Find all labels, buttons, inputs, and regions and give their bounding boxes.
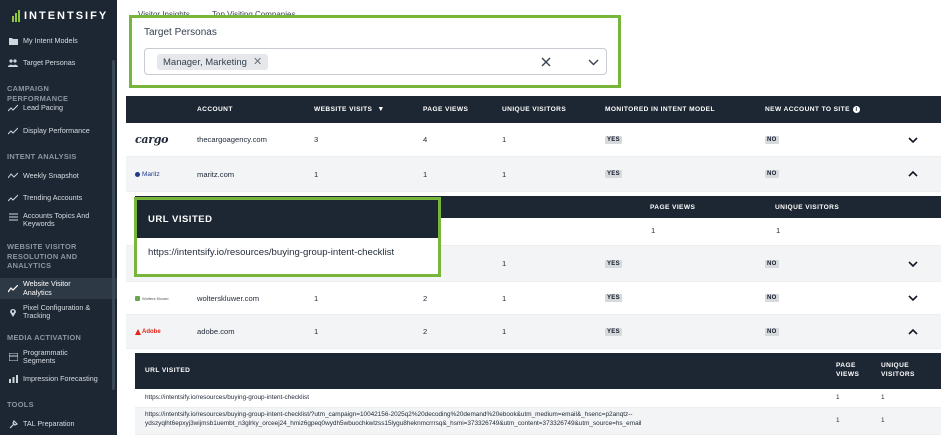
section-tools: TOOLS bbox=[7, 400, 34, 409]
logo-text: Wolters Kluwer bbox=[142, 295, 169, 301]
subheader-page-views bbox=[836, 362, 859, 380]
url-row[interactable] bbox=[135, 408, 941, 435]
sidebar bbox=[0, 0, 117, 435]
yes-badge: YES bbox=[607, 295, 620, 301]
url-unique-visitors: 1 bbox=[881, 417, 885, 424]
sub-unique-visitors: 1 bbox=[776, 225, 781, 235]
sort-desc-icon: ▼ bbox=[377, 106, 385, 113]
sidebar-item-label: Display Performance bbox=[23, 125, 90, 135]
subheader-line: PAGE bbox=[836, 362, 856, 369]
logo-text: Maritz bbox=[142, 170, 160, 178]
sidebar-item-label: Weekly Snapshot bbox=[23, 170, 79, 180]
subheader-line: UNIQUE bbox=[881, 362, 910, 369]
sidebar-item-impression-forecasting[interactable] bbox=[0, 372, 117, 386]
url-line: ydszyqlht6epxyj3wijmsb1uembt_n3glrky_orceej24_hmiz6gpeq0wydh5wbuochkwlzss15lygu8heknmcrrrsq&_hsmi=373326749&utm_content=373326749&utm_source=hs_email bbox=[145, 419, 642, 427]
sidebar-item-accounts-topics-keywords[interactable] bbox=[0, 210, 117, 232]
yes-badge: YES bbox=[607, 260, 620, 267]
sidebar-item-label: Website Visitor Analytics bbox=[23, 279, 71, 297]
sidebar-item-label: My Intent Models bbox=[23, 35, 78, 45]
sidebar-item-tal-preparation[interactable] bbox=[0, 417, 117, 431]
subheader-unique-visitors bbox=[881, 362, 915, 380]
account-domain: thecargoagency.com bbox=[197, 135, 267, 144]
info-icon[interactable]: I bbox=[853, 106, 860, 113]
sidebar-item-label: Trending Accounts bbox=[23, 192, 83, 202]
account-domain: maritz.com bbox=[197, 169, 235, 179]
unique-visitors: 1 bbox=[502, 135, 507, 144]
no-badge: NO bbox=[767, 171, 777, 177]
header-monitored[interactable]: MONITORED IN INTENT MODEL bbox=[605, 106, 715, 113]
brand-name: INTENTSIFY bbox=[24, 10, 109, 22]
company-logo bbox=[135, 123, 168, 156]
chevron-down-icon bbox=[907, 258, 919, 270]
target-personas-filter bbox=[129, 15, 621, 88]
clear-selection-button[interactable] bbox=[538, 54, 554, 70]
website-visits: 1 bbox=[314, 169, 319, 179]
subheader-line: VIEWS bbox=[836, 370, 860, 378]
section-website-visitor: WEBSITE VISITOR RESOLUTION AND ANALYTICS bbox=[7, 242, 78, 271]
table-header bbox=[126, 96, 941, 123]
header-page-views[interactable]: PAGE VIEWS bbox=[423, 106, 469, 113]
section-campaign-performance: CAMPAIGN PERFORMANCE bbox=[7, 84, 69, 103]
no-badge: NO bbox=[767, 136, 777, 143]
new-account-badge bbox=[765, 315, 779, 348]
sidebar-item-label: Accounts Topics And Keywords bbox=[23, 211, 90, 229]
chevron-down-icon bbox=[588, 59, 599, 66]
new-account-badge bbox=[765, 246, 779, 281]
subheader-page-views: PAGE VIEWS bbox=[650, 204, 696, 211]
header-label: WEBSITE VISITS bbox=[314, 106, 373, 113]
sidebar-item-display-performance[interactable] bbox=[0, 124, 117, 138]
logo-text: cargo bbox=[135, 133, 169, 146]
website-visits: 1 bbox=[314, 327, 319, 336]
sub-page-views: 1 bbox=[651, 225, 656, 235]
header-label: NEW ACCOUNT TO SITE bbox=[765, 106, 850, 113]
folder-icon bbox=[8, 36, 18, 46]
section-media-activation: MEDIA ACTIVATION bbox=[7, 333, 82, 342]
logo-text: Adobe bbox=[142, 328, 161, 335]
expand-row-button[interactable] bbox=[907, 282, 919, 314]
logo-adobe bbox=[135, 329, 161, 335]
company-logo bbox=[135, 315, 161, 348]
sidebar-item-label: Lead Pacing bbox=[23, 102, 63, 112]
trend-icon bbox=[8, 193, 18, 203]
yes-badge: YES bbox=[607, 171, 620, 177]
sidebar-item-label: Target Personas bbox=[23, 57, 76, 67]
sidebar-item-label: TAL Preparation bbox=[23, 418, 75, 428]
snapshot-icon bbox=[8, 171, 18, 181]
no-badge: NO bbox=[767, 260, 777, 267]
subheader-unique-visitors: UNIQUE VISITORS bbox=[775, 204, 840, 211]
collapse-row-button[interactable] bbox=[907, 315, 919, 348]
header-website-visits[interactable] bbox=[314, 96, 385, 123]
company-logo bbox=[135, 157, 160, 191]
close-icon bbox=[541, 57, 551, 67]
website-visits: 3 bbox=[314, 135, 319, 144]
monitored-badge bbox=[605, 246, 622, 281]
url-unique-visitors: 1 bbox=[881, 394, 885, 401]
account-domain: adobe.com bbox=[197, 327, 235, 336]
subtable-header bbox=[135, 353, 941, 389]
sidebar-item-target-personas[interactable] bbox=[0, 56, 117, 70]
chevron-down-icon bbox=[907, 292, 919, 304]
monitored-badge bbox=[605, 157, 622, 191]
unique-visitors: 1 bbox=[502, 259, 507, 268]
trend-icon bbox=[8, 103, 18, 113]
account-domain: wolterskluwer.com bbox=[197, 293, 260, 303]
url-line: https://intentsify.io/resources/buying-group-intent-checklist/?utm_campaign=10042156-2025q2%20decoding%20demand%20ebook&utm_medium=email&_hsenc=p2anqtz-- bbox=[145, 411, 633, 418]
tools-icon bbox=[8, 419, 18, 429]
sidebar-item-label: Pixel Configuration & Tracking bbox=[23, 302, 91, 320]
page-views: 4 bbox=[423, 135, 428, 144]
trend-icon bbox=[8, 126, 18, 136]
url-visited-callout bbox=[134, 197, 441, 277]
table-row[interactable] bbox=[126, 157, 941, 192]
header-unique-visitors[interactable]: UNIQUE VISITORS bbox=[502, 106, 567, 113]
sidebar-item-label: Programmatic Segments bbox=[23, 347, 68, 365]
expand-row-button[interactable] bbox=[907, 123, 919, 156]
monitored-badge bbox=[605, 315, 622, 348]
url-page-views: 1 bbox=[836, 394, 840, 401]
visited-url[interactable] bbox=[145, 411, 825, 428]
table-row[interactable] bbox=[126, 282, 941, 315]
sidebar-item-website-visitor-analytics[interactable] bbox=[0, 278, 117, 299]
chevron-down-icon bbox=[907, 134, 919, 146]
persona-chip[interactable] bbox=[157, 54, 268, 70]
brand-logo[interactable] bbox=[12, 10, 108, 22]
no-badge: NO bbox=[767, 328, 777, 335]
forecast-icon bbox=[8, 374, 18, 384]
sidebar-item-pixel-configuration[interactable] bbox=[0, 302, 117, 322]
page-views: 2 bbox=[423, 293, 428, 303]
website-visits: 1 bbox=[314, 293, 319, 303]
people-icon bbox=[8, 58, 18, 68]
yes-badge: YES bbox=[607, 136, 620, 143]
table-row[interactable] bbox=[126, 315, 941, 349]
new-account-badge bbox=[765, 157, 779, 191]
subheader-line: VISITORS bbox=[881, 370, 915, 378]
callout-url[interactable]: https://intentsify.io/resources/buying-group-intent-checklist bbox=[148, 247, 395, 258]
yes-badge: YES bbox=[607, 328, 620, 335]
chip-label: Manager, Marketing bbox=[163, 56, 247, 68]
monitored-badge bbox=[605, 123, 622, 156]
sidebar-item-my-intent-models[interactable] bbox=[0, 34, 117, 48]
chevron-up-icon bbox=[907, 326, 919, 338]
logo-maritz bbox=[135, 171, 160, 178]
chevron-up-icon bbox=[907, 168, 919, 180]
sidebar-item-weekly-snapshot[interactable] bbox=[0, 169, 117, 183]
company-logo bbox=[135, 282, 169, 314]
unique-visitors: 1 bbox=[502, 327, 507, 336]
visited-url[interactable]: https://intentsify.io/resources/buying-group-intent-checklist bbox=[145, 394, 309, 401]
unique-visitors: 1 bbox=[502, 293, 507, 303]
url-page-views: 1 bbox=[836, 417, 840, 424]
header-account[interactable]: ACCOUNT bbox=[197, 106, 233, 113]
expand-row-button[interactable] bbox=[907, 246, 919, 281]
logo-wolters-kluwer bbox=[135, 296, 169, 301]
pin-icon bbox=[8, 307, 18, 317]
new-account-badge bbox=[765, 282, 779, 314]
analytics-icon bbox=[8, 284, 18, 294]
filter-label: Target Personas bbox=[144, 27, 217, 38]
header-new-account[interactable] bbox=[765, 96, 860, 123]
monitored-badge bbox=[605, 282, 622, 314]
unique-visitors: 1 bbox=[502, 169, 507, 179]
page-views: 1 bbox=[423, 169, 428, 179]
chip-remove-icon[interactable]: ✕ bbox=[252, 55, 263, 68]
new-account-badge bbox=[765, 123, 779, 156]
list-icon bbox=[8, 212, 18, 222]
sidebar-item-programmatic-segments[interactable] bbox=[0, 347, 117, 367]
section-intent-analysis: INTENT ANALYSIS bbox=[7, 152, 77, 161]
sidebar-scrollbar[interactable] bbox=[112, 60, 115, 390]
dropdown-toggle-button[interactable] bbox=[585, 54, 601, 70]
sidebar-item-lead-pacing[interactable] bbox=[0, 101, 117, 115]
subheader-url-visited: URL VISITED bbox=[145, 367, 191, 374]
collapse-row-button[interactable] bbox=[907, 157, 919, 191]
sidebar-item-label: Impression Forecasting bbox=[23, 373, 98, 383]
callout-header: URL VISITED bbox=[137, 200, 438, 238]
sidebar-item-trending-accounts[interactable] bbox=[0, 191, 117, 205]
page-views: 2 bbox=[423, 327, 428, 336]
table-row[interactable] bbox=[126, 123, 941, 157]
no-badge: NO bbox=[767, 295, 777, 301]
logo-bars-icon bbox=[12, 10, 20, 22]
url-row[interactable] bbox=[135, 389, 941, 408]
segments-icon bbox=[8, 352, 18, 362]
persona-multiselect[interactable] bbox=[144, 48, 607, 75]
